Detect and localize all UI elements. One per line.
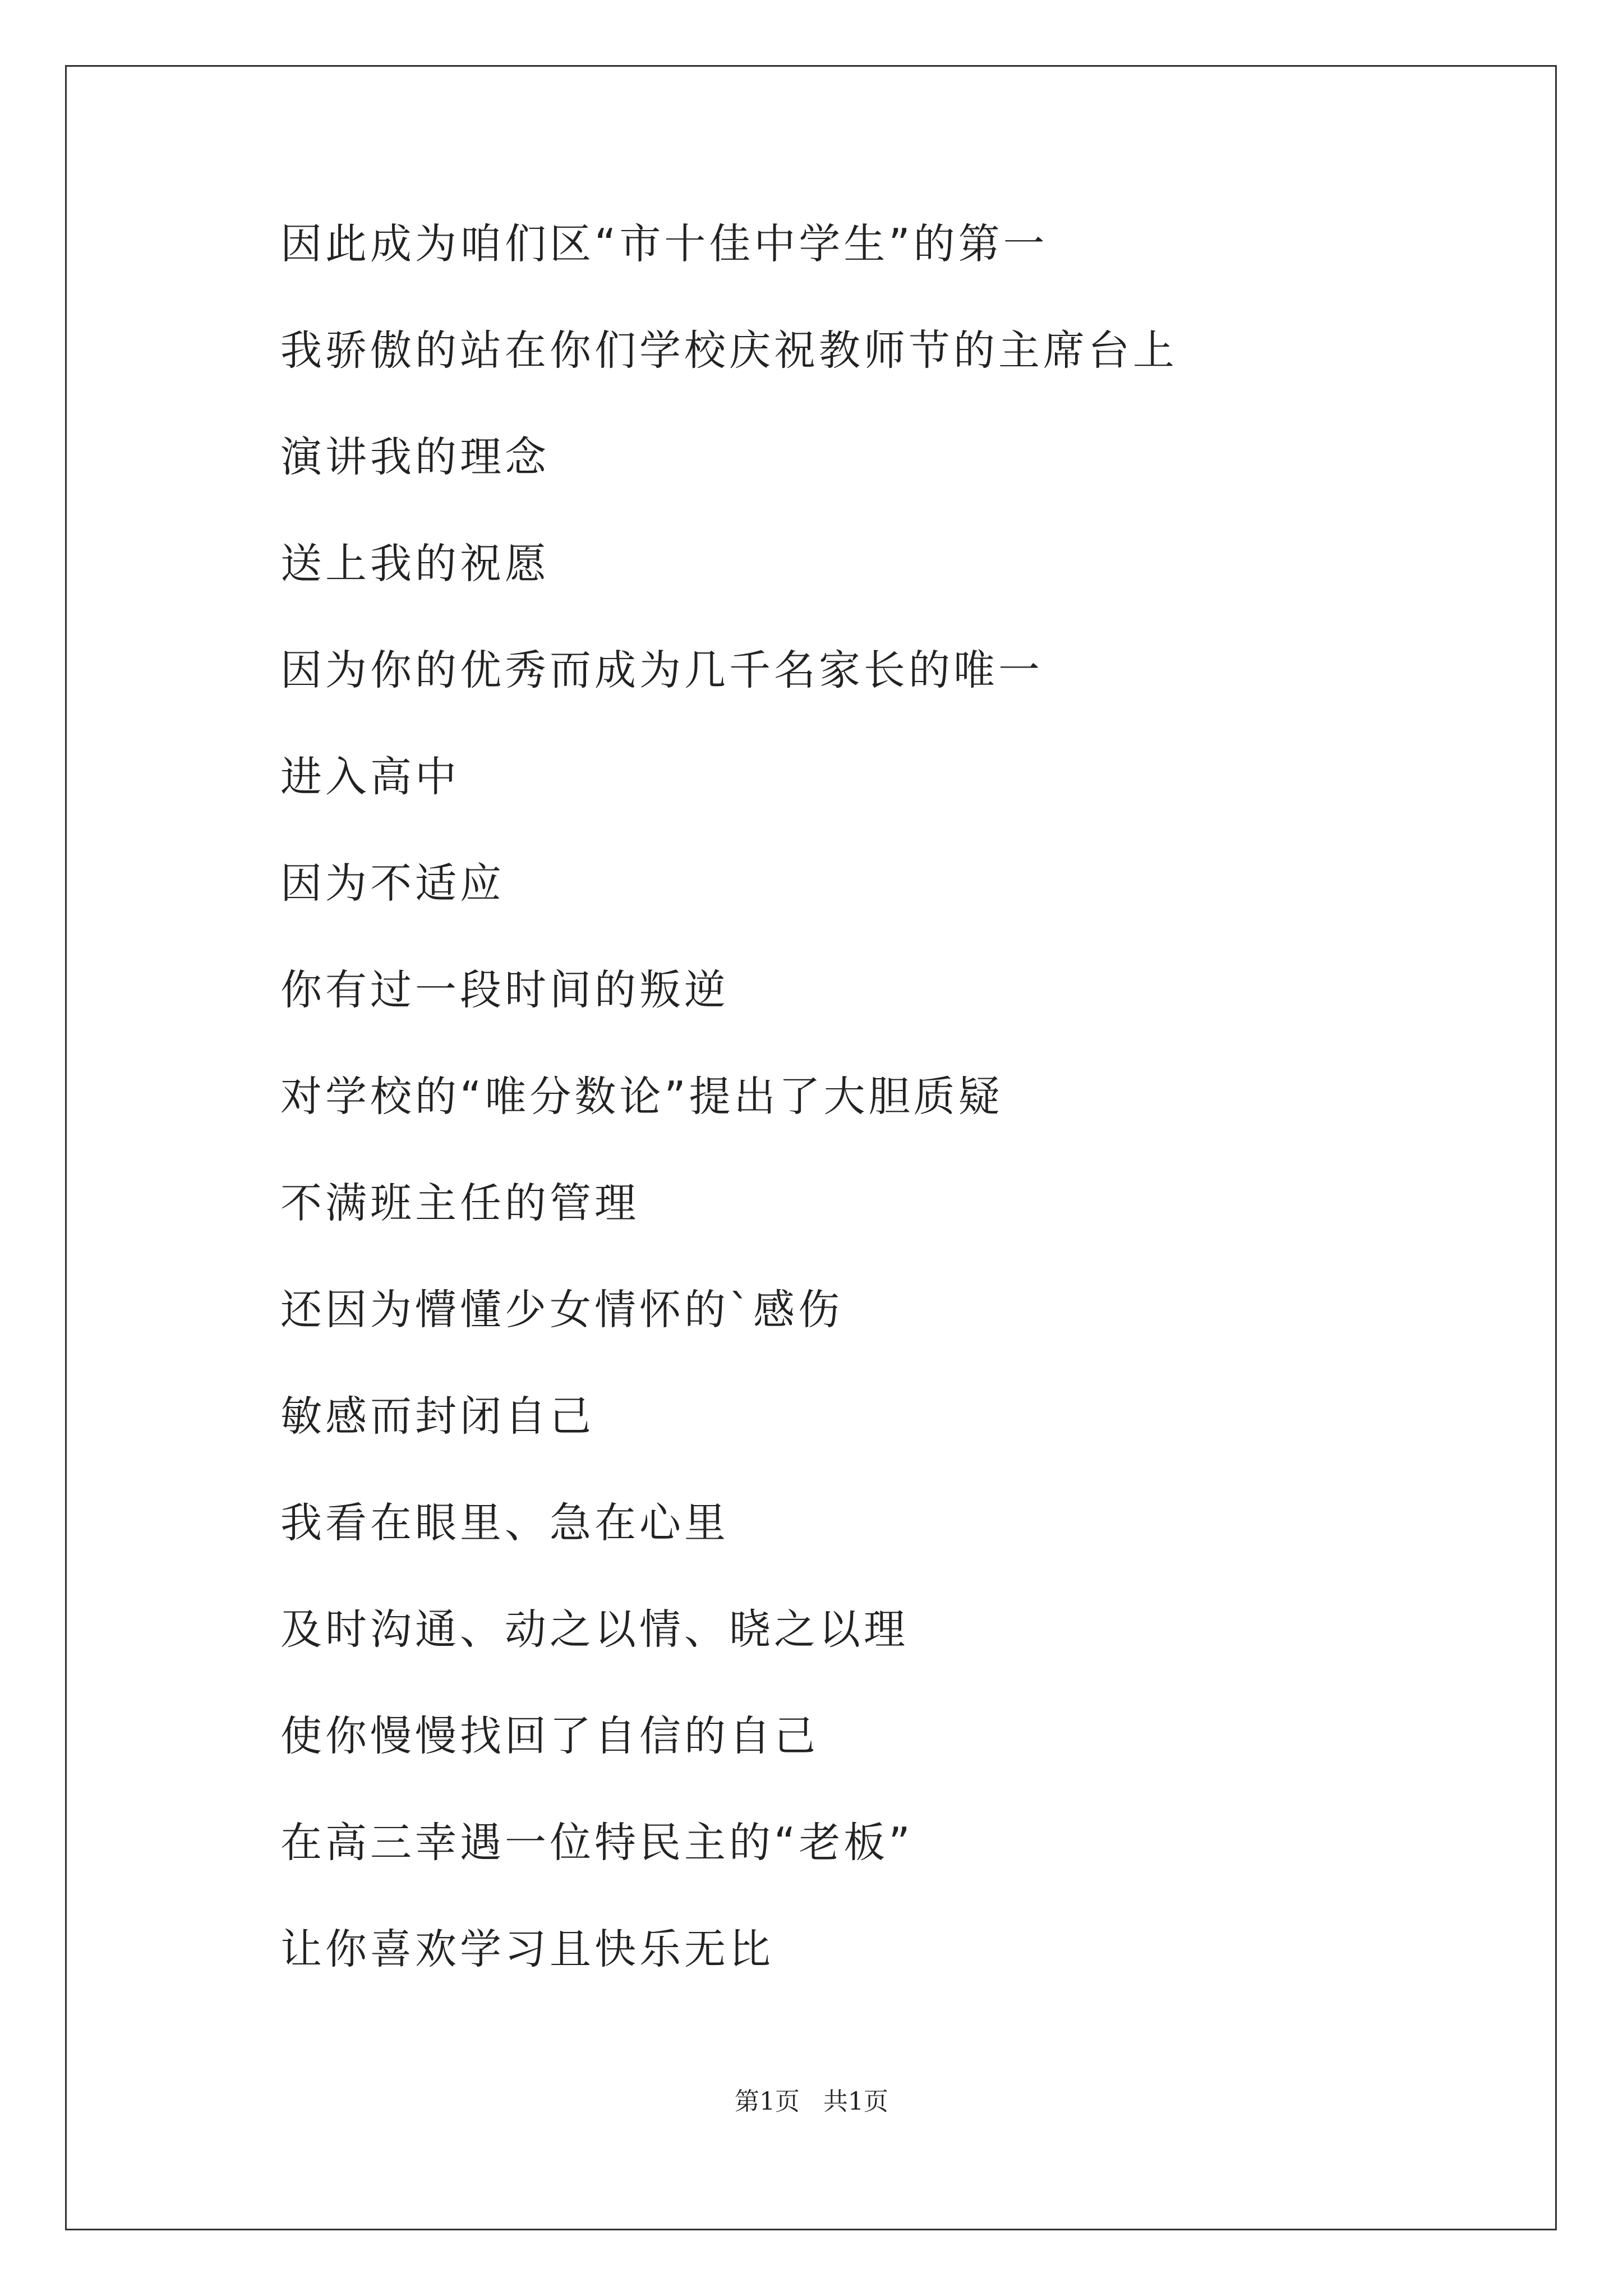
text-line: 进入高中 bbox=[280, 753, 460, 801]
text-line: 敏感而封闭自己 bbox=[280, 1392, 594, 1441]
text-line: 让你喜欢学习且快乐无比 bbox=[280, 1925, 774, 1973]
text-line: 不满班主任的管理 bbox=[280, 1179, 639, 1227]
text-line: 在高三幸遇一位特民主的“老板” bbox=[280, 1819, 914, 1867]
text-line: 演讲我的理念 bbox=[280, 433, 550, 481]
text-line: 使你慢慢找回了自信的自己 bbox=[280, 1712, 819, 1760]
text-line: 我骄傲的站在你们学校庆祝教师节的主席台上 bbox=[280, 326, 1178, 375]
document-body bbox=[280, 213, 1514, 2025]
text-line: 还因为懵懂少女情怀的`感伤 bbox=[280, 1286, 843, 1334]
text-line: 及时沟通、动之以情、晓之以理 bbox=[280, 1605, 909, 1654]
page-number-footer: 第1页 共1页 bbox=[735, 2087, 888, 2116]
text-line: 送上我的祝愿 bbox=[280, 540, 550, 588]
text-line: 你有过一段时间的叛逆 bbox=[280, 966, 729, 1014]
text-line: 对学校的“唯分数论”提出了大胆质疑 bbox=[280, 1073, 1003, 1121]
text-line: 因此成为咱们区“市十佳中学生”的第一 bbox=[280, 220, 1048, 268]
text-line: 因为不适应 bbox=[280, 859, 505, 908]
text-line: 因为你的优秀而成为几千名家长的唯一 bbox=[280, 646, 1043, 694]
text-line: 我看在眼里、急在心里 bbox=[280, 1499, 729, 1547]
